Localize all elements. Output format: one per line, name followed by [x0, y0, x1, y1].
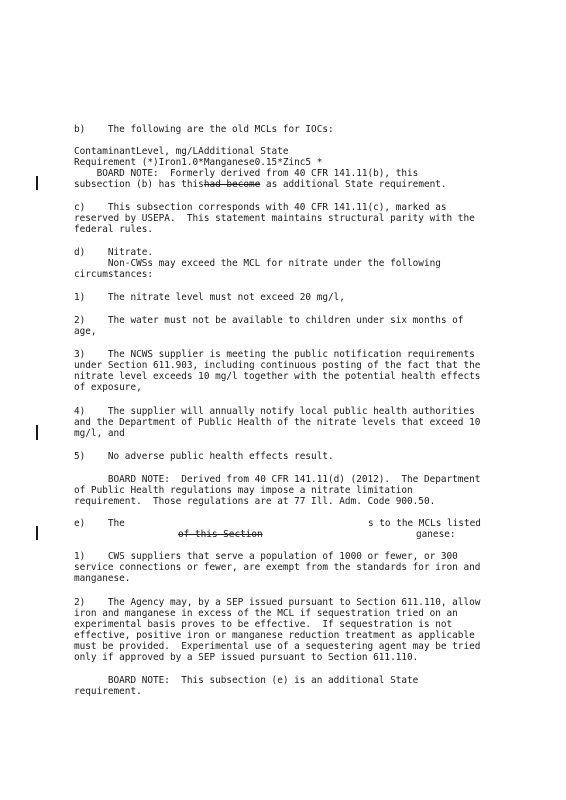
subsection-e1-line-2: service connections or fewer, are exempt from the standards for iron and [74, 562, 481, 573]
subsection-e2-line-1: 2) The Agency may, by a SEP issued pursuant to Section 611.110, allow [74, 597, 481, 608]
board-note-d-line-1: BOARD NOTE: Derived from 40 CFR 141.11(d) (2012). The Department [74, 474, 481, 485]
subsection-d-heading: d) Nitrate. [74, 247, 154, 258]
item-3-line-3: nitrate level exceeds 10 mg/l together with the potential health effects [74, 371, 481, 382]
subsection-c-line-1: c) This subsection corresponds with 40 CFR 141.11(c), marked as [74, 202, 447, 213]
item-3-line-1: 3) The NCWS supplier is meeting the public notification requirements [74, 349, 475, 360]
item-3-line-2: under Section 611.903, including continuous posting of the fact that the [74, 360, 481, 371]
subsection-e-heading-tail: ganese: [416, 529, 456, 540]
subsection-d-line-2: Non-CWSs may exceed the MCL for nitrate under the following [74, 258, 441, 269]
revision-bar [36, 526, 38, 540]
subsection-d-line-3: circumstances: [74, 269, 154, 280]
board-note-d-line-3: requirement. Those regulations are at 77 Ill. Adm. Code 900.50. [74, 496, 436, 507]
subsection-b-heading: b) The following are the old MCLs for IOCs: [74, 124, 334, 135]
subsection-e-heading-start: e) The [74, 518, 125, 529]
subsection-e2-line-2: iron and manganese in excess of the MCL if sequestration tried on an [74, 608, 458, 619]
item-4-line-1: 4) The supplier will annually notify local public health authorities [74, 406, 475, 417]
subsection-e2-line-6: only if approved by a SEP issued pursuant to Section 611.110. [74, 652, 419, 663]
item-4-line-2: and the Department of Public Health of the nitrate levels that exceed 10 [74, 417, 481, 428]
item-5: 5) No adverse public health effects result. [74, 451, 334, 462]
deleted-text-b: had become [203, 179, 261, 190]
subsection-e-heading-end: s to the MCLs listed [368, 518, 481, 529]
mcl-table-line-1: ContaminantLevel, mg/LAdditional State [74, 146, 289, 157]
subsection-e1-line-1: 1) CWS suppliers that serve a population of 1000 or fewer, or 300 [74, 551, 458, 562]
revision-bar [36, 176, 38, 190]
subsection-e2-line-3: experimental basis proves to be effective. If sequestration is not [74, 619, 453, 630]
board-note-e-line-2: requirement. [74, 686, 142, 697]
subsection-e2-line-4: effective, positive iron or manganese reduction treatment as applicable [74, 630, 475, 641]
board-note-b-line-1: BOARD NOTE: Formerly derived from 40 CFR 141.11(b), this [74, 168, 419, 179]
subsection-e2-line-5: must be provided. Experimental use of a sequestering agent may be tried [74, 641, 481, 652]
deleted-text-e: of this Section [178, 529, 263, 540]
board-note-d-line-2: of Public Health regulations may impose a nitrate limitation [74, 485, 413, 496]
board-note-b-text-b: as additional State requirement. [260, 179, 447, 190]
board-note-e-line-1: BOARD NOTE: This subsection (e) is an additional State [74, 675, 419, 686]
item-2-line-2: age, [74, 326, 97, 337]
subsection-c-line-2: reserved by USEPA. This statement maintains structural parity with the [74, 213, 475, 224]
mcl-table-line-2: Requirement (*)Iron1.0*Manganese0.15*Zinc5 * [74, 157, 323, 168]
subsection-c-line-3: federal rules. [74, 224, 154, 235]
revision-bar [36, 425, 38, 440]
board-note-b-line-2 [74, 180, 447, 191]
item-4-line-3: mg/l, and [74, 428, 125, 439]
item-2-line-1: 2) The water must not be available to children under six months of [74, 315, 464, 326]
board-note-b-text-a: subsection (b) has this [74, 179, 204, 190]
subsection-e1-line-3: manganese. [74, 573, 131, 584]
item-3-line-4: of exposure, [74, 382, 142, 393]
item-1: 1) The nitrate level must not exceed 20 mg/l, [74, 292, 345, 303]
